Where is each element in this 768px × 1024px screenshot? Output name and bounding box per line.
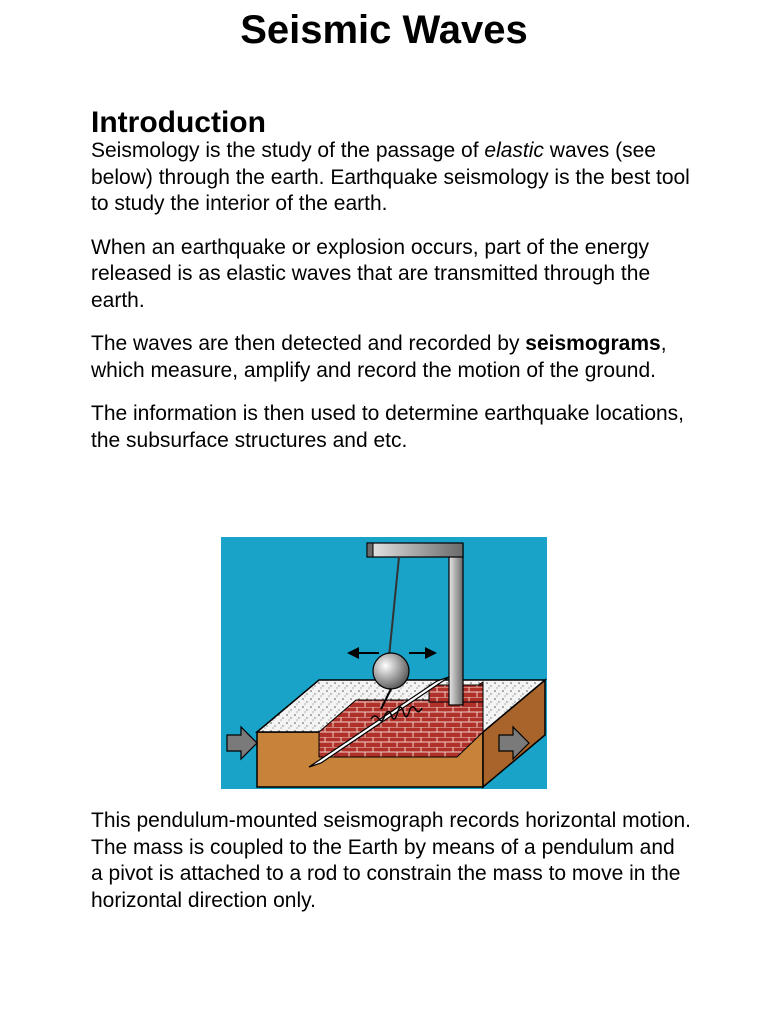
paragraph-energy-release: When an earthquake or explosion occurs, part of the energy released is as elastic waves that are transmitted through the earth.: [91, 235, 651, 312]
intro-section: [91, 104, 691, 471]
paragraph-seismology-definition: [91, 138, 691, 218]
p3-bold-seismograms: seismograms: [525, 332, 661, 355]
p3-text-before: The waves are then detected and recorded by: [91, 332, 526, 355]
seismograph-illustration: [221, 537, 547, 789]
paragraph-detection: [91, 331, 691, 384]
page-title: Seismic Waves: [240, 8, 528, 52]
p1-text-before: Seismology is the study of the passage of: [91, 139, 485, 162]
pendulum-mass: [373, 653, 409, 689]
section-heading-introduction: Introduction: [91, 106, 266, 139]
p3-text-after: , which measure, amplify and record the motion of the ground.: [91, 332, 667, 382]
support-rod: [449, 545, 463, 705]
figure-caption: This pendulum-mounted seismograph records horizontal motion. The mass is coupled to the Earth by means of a pendulum and a pivot is attached to a rod to constrain the mass to move in the horizontal direction only.: [91, 809, 691, 912]
p1-emphasis-elastic: elastic: [484, 139, 544, 162]
paragraph-information-use: The information is then used to determine earthquake locations, the subsurface structures and etc.: [91, 402, 685, 452]
p1-text-after: waves (see below) through the earth. Earthquake seismology is the best tool to study the interior of the earth.: [91, 139, 690, 215]
